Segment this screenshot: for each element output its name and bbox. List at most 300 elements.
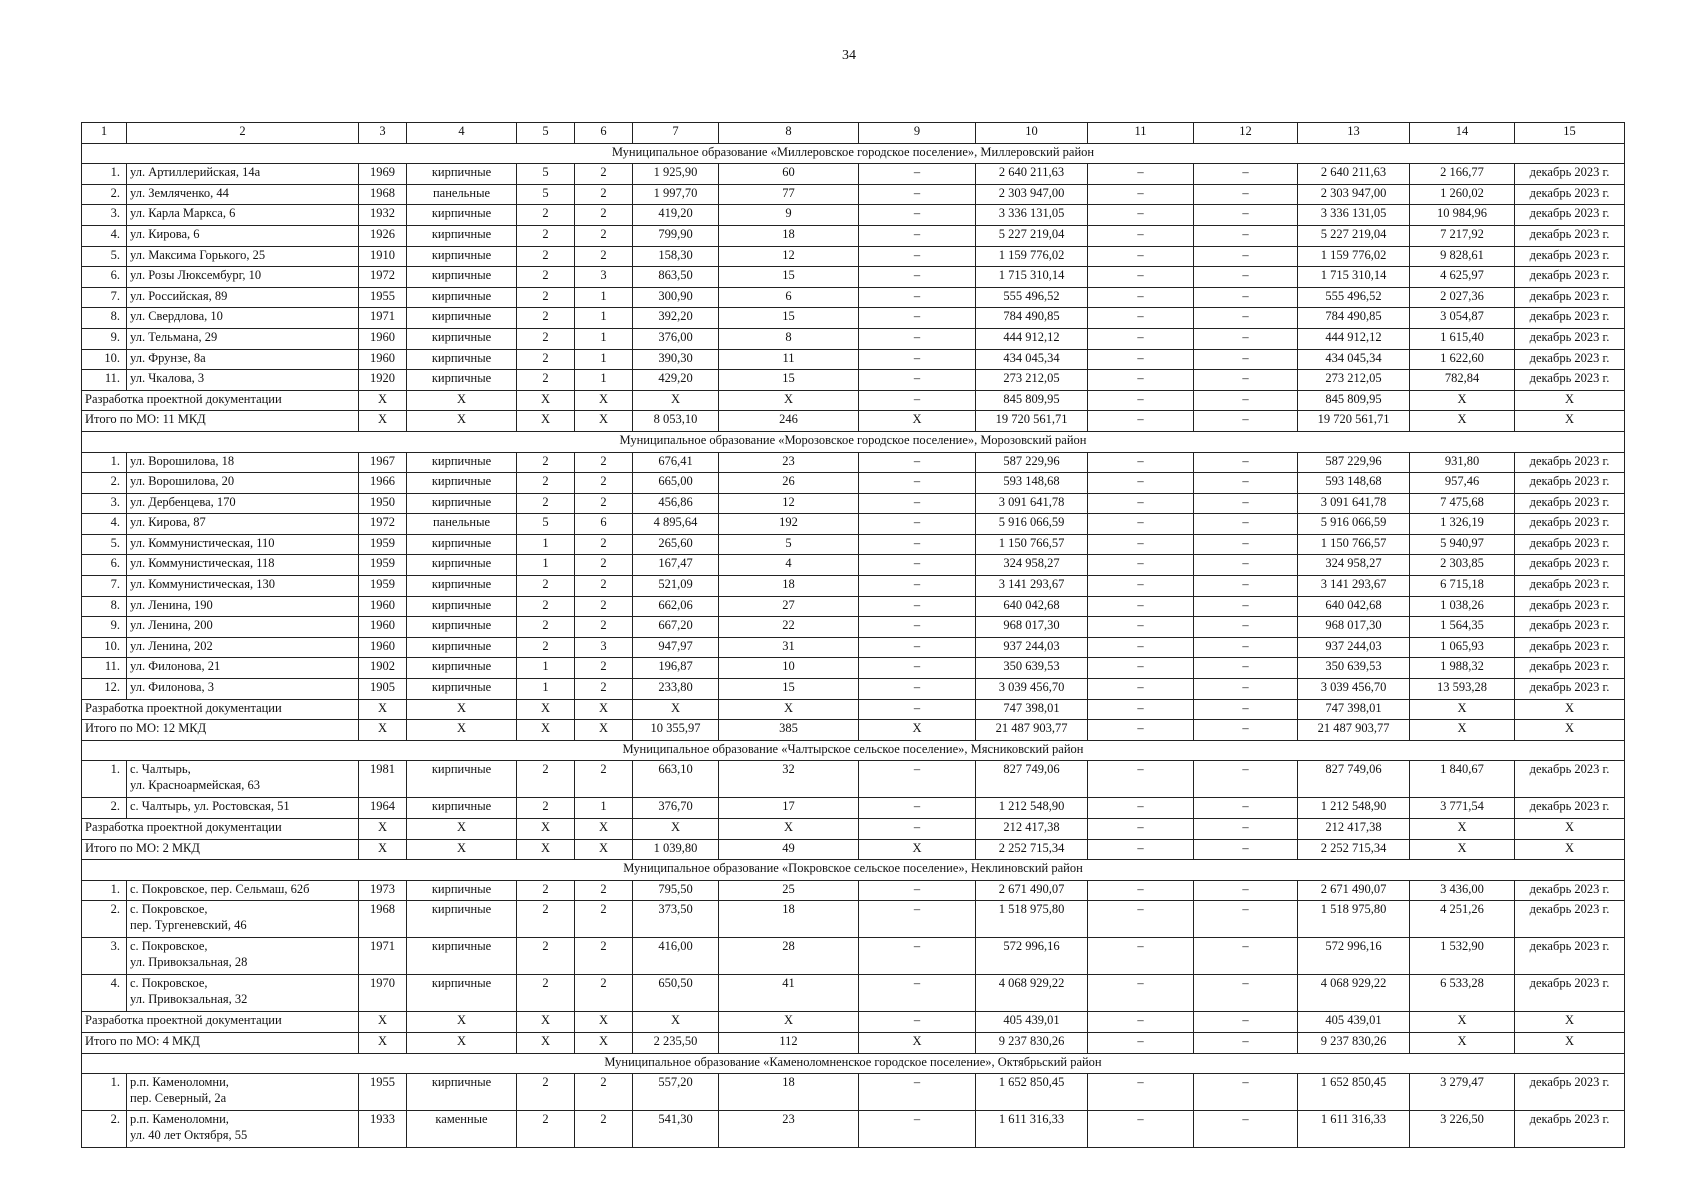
wall-material-cell: кирпичные: [407, 308, 517, 329]
table-row: [82, 493, 1625, 514]
address-line: ул. Фрунзе, 8а: [130, 350, 206, 365]
value-cell: –: [859, 679, 976, 700]
address-cell: [127, 184, 359, 205]
value-cell: 1 652 850,45: [976, 1074, 1088, 1111]
column-number-cell: 7: [633, 123, 719, 144]
value-cell: 845 809,95: [1298, 390, 1410, 411]
value-cell: –: [1088, 839, 1194, 860]
row-label-cell: Итого по МО: 11 МКД: [82, 411, 359, 432]
value-cell: –: [1088, 370, 1194, 391]
value-cell: 665,00: [633, 473, 719, 494]
wall-material-cell: кирпичные: [407, 617, 517, 638]
address-cell: [127, 938, 359, 975]
value-cell: 10 355,97: [633, 720, 719, 741]
value-cell: –: [1088, 1111, 1194, 1148]
address-line: ул. Российская, 89: [130, 288, 228, 303]
wall-material-cell: кирпичные: [407, 246, 517, 267]
address-line: р.п. Каменоломни,: [130, 1112, 229, 1127]
value-cell: Х: [517, 819, 575, 840]
value-cell: Х: [1410, 1012, 1515, 1033]
value-cell: 392,20: [633, 308, 719, 329]
value-cell: –: [1194, 184, 1298, 205]
value-cell: 17: [719, 798, 859, 819]
section-title-row: [82, 143, 1625, 164]
value-cell: –: [1194, 596, 1298, 617]
value-cell: –: [1088, 473, 1194, 494]
value-cell: –: [1194, 287, 1298, 308]
value-cell: 41: [719, 975, 859, 1012]
year-cell: 1970: [359, 975, 407, 1012]
value-cell: 265,60: [633, 534, 719, 555]
address-line: ул. Ленина, 200: [130, 618, 213, 633]
value-cell: 2: [575, 246, 633, 267]
value-cell: декабрь 2023 г.: [1515, 1111, 1625, 1148]
wall-material-cell: кирпичные: [407, 576, 517, 597]
value-cell: Х: [575, 411, 633, 432]
row-number-cell: 9.: [82, 617, 127, 638]
value-cell: 376,00: [633, 328, 719, 349]
table-row: [82, 534, 1625, 555]
value-cell: декабрь 2023 г.: [1515, 205, 1625, 226]
value-cell: –: [1088, 880, 1194, 901]
value-cell: 324 958,27: [976, 555, 1088, 576]
address-line: с. Покровское,: [130, 939, 208, 954]
value-cell: 1 615,40: [1410, 328, 1515, 349]
value-cell: 845 809,95: [976, 390, 1088, 411]
value-cell: 2: [517, 493, 575, 514]
value-cell: 2: [575, 534, 633, 555]
value-cell: 5 916 066,59: [1298, 514, 1410, 535]
value-cell: 1 038,26: [1410, 596, 1515, 617]
value-cell: –: [1088, 938, 1194, 975]
wall-material-cell: кирпичные: [407, 938, 517, 975]
table-row: [82, 308, 1625, 329]
value-cell: декабрь 2023 г.: [1515, 514, 1625, 535]
value-cell: –: [859, 184, 976, 205]
row-number-cell: 10.: [82, 637, 127, 658]
wall-material-cell: кирпичные: [407, 267, 517, 288]
row-label-cell: Разработка проектной документации: [82, 390, 359, 411]
year-cell: 1981: [359, 761, 407, 798]
value-cell: 1 260,02: [1410, 184, 1515, 205]
row-number-cell: 7.: [82, 287, 127, 308]
value-cell: Х: [575, 839, 633, 860]
value-cell: Х: [859, 1032, 976, 1053]
value-cell: –: [1194, 328, 1298, 349]
value-cell: 2: [575, 596, 633, 617]
value-cell: Х: [1410, 839, 1515, 860]
value-cell: 3 091 641,78: [976, 493, 1088, 514]
value-cell: 3 226,50: [1410, 1111, 1515, 1148]
wall-material-cell: кирпичные: [407, 287, 517, 308]
value-cell: 18: [719, 1074, 859, 1111]
value-cell: –: [1088, 184, 1194, 205]
row-number-cell: 1.: [82, 452, 127, 473]
address-cell: [127, 164, 359, 185]
value-cell: –: [859, 493, 976, 514]
value-cell: 2 235,50: [633, 1032, 719, 1053]
value-cell: –: [1194, 880, 1298, 901]
address-cell: [127, 473, 359, 494]
value-cell: –: [1194, 246, 1298, 267]
value-cell: 2: [575, 679, 633, 700]
address-line: ул. Кирова, 87: [130, 515, 206, 530]
value-cell: –: [1194, 839, 1298, 860]
value-cell: 31: [719, 637, 859, 658]
section-title: Муниципальное образование «Морозовское городское поселение», Морозовский район: [82, 431, 1625, 452]
value-cell: –: [859, 1111, 976, 1148]
value-cell: 4 895,64: [633, 514, 719, 535]
value-cell: 5: [517, 184, 575, 205]
value-cell: –: [859, 880, 976, 901]
value-cell: 2: [517, 328, 575, 349]
wall-material-cell: кирпичные: [407, 658, 517, 679]
year-cell: 1960: [359, 637, 407, 658]
value-cell: 2: [575, 1074, 633, 1111]
value-cell: 5 940,97: [1410, 534, 1515, 555]
value-cell: –: [1088, 164, 1194, 185]
row-number-cell: 2.: [82, 901, 127, 938]
value-cell: 2: [517, 349, 575, 370]
value-cell: 2: [575, 555, 633, 576]
value-cell: 350 639,53: [976, 658, 1088, 679]
column-number-row: [82, 123, 1625, 144]
address-line: ул. Привокзальная, 28: [130, 955, 248, 970]
value-cell: Х: [359, 390, 407, 411]
value-cell: 324 958,27: [1298, 555, 1410, 576]
value-cell: Х: [359, 720, 407, 741]
value-cell: декабрь 2023 г.: [1515, 596, 1625, 617]
address-cell: [127, 267, 359, 288]
value-cell: Х: [359, 699, 407, 720]
address-cell: [127, 679, 359, 700]
value-cell: 2 252 715,34: [976, 839, 1088, 860]
year-cell: 1920: [359, 370, 407, 391]
address-cell: [127, 658, 359, 679]
value-cell: 4: [719, 555, 859, 576]
value-cell: Х: [633, 390, 719, 411]
value-cell: 2: [517, 370, 575, 391]
value-cell: 373,50: [633, 901, 719, 938]
value-cell: Х: [719, 1012, 859, 1033]
value-cell: декабрь 2023 г.: [1515, 328, 1625, 349]
value-cell: –: [1088, 679, 1194, 700]
column-number-cell: 13: [1298, 123, 1410, 144]
address-line: с. Чалтырь, ул. Ростовская, 51: [130, 799, 290, 814]
value-cell: 444 912,12: [976, 328, 1088, 349]
value-cell: –: [1194, 720, 1298, 741]
row-number-cell: 6.: [82, 267, 127, 288]
row-label-cell: Разработка проектной документации: [82, 699, 359, 720]
value-cell: 784 490,85: [1298, 308, 1410, 329]
value-cell: 2: [575, 658, 633, 679]
value-cell: 7 475,68: [1410, 493, 1515, 514]
value-cell: –: [1194, 658, 1298, 679]
value-cell: 1 212 548,90: [976, 798, 1088, 819]
address-cell: [127, 287, 359, 308]
value-cell: –: [859, 473, 976, 494]
value-cell: 2: [517, 225, 575, 246]
table-row: [82, 164, 1625, 185]
column-number-cell: 12: [1194, 123, 1298, 144]
value-cell: –: [1088, 328, 1194, 349]
value-cell: 3 039 456,70: [1298, 679, 1410, 700]
year-cell: 1959: [359, 576, 407, 597]
value-cell: –: [859, 555, 976, 576]
column-number-cell: 6: [575, 123, 633, 144]
value-cell: 300,90: [633, 287, 719, 308]
value-cell: 4 068 929,22: [976, 975, 1088, 1012]
year-cell: 1966: [359, 473, 407, 494]
value-cell: –: [1088, 576, 1194, 597]
value-cell: 49: [719, 839, 859, 860]
value-cell: 1 159 776,02: [1298, 246, 1410, 267]
value-cell: 416,00: [633, 938, 719, 975]
value-cell: Х: [407, 819, 517, 840]
wall-material-cell: кирпичные: [407, 761, 517, 798]
value-cell: 593 148,68: [976, 473, 1088, 494]
value-cell: 2: [575, 938, 633, 975]
row-number-cell: 5.: [82, 246, 127, 267]
value-cell: –: [1194, 473, 1298, 494]
value-cell: 1: [517, 658, 575, 679]
value-cell: Х: [359, 819, 407, 840]
value-cell: 8: [719, 328, 859, 349]
address-line: ул. Земляченко, 44: [130, 185, 229, 200]
wall-material-cell: кирпичные: [407, 555, 517, 576]
value-cell: –: [1194, 411, 1298, 432]
value-cell: 1 652 850,45: [1298, 1074, 1410, 1111]
value-cell: 385: [719, 720, 859, 741]
value-cell: 196,87: [633, 658, 719, 679]
address-line: пер. Северный, 2а: [130, 1091, 227, 1106]
row-number-cell: 8.: [82, 596, 127, 617]
value-cell: 1 622,60: [1410, 349, 1515, 370]
value-cell: 23: [719, 452, 859, 473]
address-cell: [127, 1074, 359, 1111]
value-cell: 3: [575, 267, 633, 288]
section-title: Муниципальное образование «Чалтырское сельское поселение», Мясниковский район: [82, 740, 1625, 761]
value-cell: 429,20: [633, 370, 719, 391]
year-cell: 1971: [359, 308, 407, 329]
column-number-cell: 15: [1515, 123, 1625, 144]
year-cell: 1905: [359, 679, 407, 700]
value-cell: 4 251,26: [1410, 901, 1515, 938]
value-cell: Х: [575, 390, 633, 411]
value-cell: Х: [1410, 411, 1515, 432]
value-cell: 2: [575, 1111, 633, 1148]
value-cell: Х: [859, 839, 976, 860]
value-cell: 2: [575, 975, 633, 1012]
value-cell: 246: [719, 411, 859, 432]
value-cell: 1: [575, 349, 633, 370]
value-cell: 6 715,18: [1410, 576, 1515, 597]
table-row: [82, 246, 1625, 267]
value-cell: 795,50: [633, 880, 719, 901]
value-cell: 2: [575, 493, 633, 514]
value-cell: 640 042,68: [976, 596, 1088, 617]
year-cell: 1960: [359, 349, 407, 370]
table-row: [82, 1111, 1625, 1148]
row-number-cell: 2.: [82, 184, 127, 205]
value-cell: –: [1088, 534, 1194, 555]
value-cell: –: [1194, 390, 1298, 411]
value-cell: декабрь 2023 г.: [1515, 1074, 1625, 1111]
value-cell: декабрь 2023 г.: [1515, 473, 1625, 494]
value-cell: –: [1088, 658, 1194, 679]
design-docs-row: [82, 390, 1625, 411]
value-cell: –: [859, 637, 976, 658]
value-cell: 640 042,68: [1298, 596, 1410, 617]
value-cell: 2: [517, 1074, 575, 1111]
value-cell: –: [1088, 637, 1194, 658]
value-cell: –: [1194, 699, 1298, 720]
value-cell: –: [859, 267, 976, 288]
value-cell: 2: [517, 287, 575, 308]
year-cell: 1955: [359, 287, 407, 308]
value-cell: 676,41: [633, 452, 719, 473]
value-cell: 2: [517, 761, 575, 798]
address-line: ул. Розы Люксембург, 10: [130, 268, 262, 283]
design-docs-row: [82, 819, 1625, 840]
value-cell: –: [859, 576, 976, 597]
value-cell: 3 141 293,67: [976, 576, 1088, 597]
value-cell: –: [1194, 617, 1298, 638]
value-cell: 2: [517, 205, 575, 226]
value-cell: 9: [719, 205, 859, 226]
value-cell: –: [1088, 514, 1194, 535]
page-number: 34: [842, 48, 856, 63]
table-row: [82, 555, 1625, 576]
address-line: с. Чалтырь,: [130, 762, 191, 777]
value-cell: Х: [1410, 720, 1515, 741]
wall-material-cell: кирпичные: [407, 798, 517, 819]
wall-material-cell: кирпичные: [407, 328, 517, 349]
table-row: [82, 452, 1625, 473]
row-number-cell: 3.: [82, 938, 127, 975]
value-cell: –: [1088, 493, 1194, 514]
value-cell: 1 988,32: [1410, 658, 1515, 679]
value-cell: 650,50: [633, 975, 719, 1012]
value-cell: декабрь 2023 г.: [1515, 658, 1625, 679]
value-cell: декабрь 2023 г.: [1515, 452, 1625, 473]
value-cell: 1 212 548,90: [1298, 798, 1410, 819]
address-line: с. Покровское,: [130, 902, 208, 917]
address-line: ул. Коммунистическая, 118: [130, 556, 275, 571]
wall-material-cell: кирпичные: [407, 679, 517, 700]
value-cell: Х: [633, 699, 719, 720]
year-cell: 1926: [359, 225, 407, 246]
value-cell: 12: [719, 493, 859, 514]
table-row: [82, 975, 1625, 1012]
value-cell: Х: [1410, 390, 1515, 411]
value-cell: 2: [575, 225, 633, 246]
value-cell: 1 150 766,57: [1298, 534, 1410, 555]
table-row: [82, 637, 1625, 658]
value-cell: –: [1194, 514, 1298, 535]
value-cell: –: [859, 819, 976, 840]
year-cell: 1960: [359, 328, 407, 349]
row-number-cell: 11.: [82, 658, 127, 679]
year-cell: 1969: [359, 164, 407, 185]
value-cell: декабрь 2023 г.: [1515, 576, 1625, 597]
row-number-cell: 12.: [82, 679, 127, 700]
wall-material-cell: панельные: [407, 184, 517, 205]
value-cell: Х: [517, 1012, 575, 1033]
address-line: ул. Ворошилова, 18: [130, 453, 235, 468]
row-number-cell: 11.: [82, 370, 127, 391]
wall-material-cell: кирпичные: [407, 349, 517, 370]
value-cell: 15: [719, 679, 859, 700]
value-cell: 3 336 131,05: [1298, 205, 1410, 226]
value-cell: 593 148,68: [1298, 473, 1410, 494]
value-cell: 2: [517, 576, 575, 597]
value-cell: 2 671 490,07: [976, 880, 1088, 901]
value-cell: –: [1194, 1111, 1298, 1148]
table-row: [82, 287, 1625, 308]
year-cell: 1950: [359, 493, 407, 514]
value-cell: –: [1194, 576, 1298, 597]
value-cell: –: [1194, 493, 1298, 514]
value-cell: 1: [575, 287, 633, 308]
row-number-cell: 4.: [82, 514, 127, 535]
row-label-cell: Итого по МО: 4 МКД: [82, 1032, 359, 1053]
value-cell: –: [1088, 901, 1194, 938]
value-cell: 1: [575, 798, 633, 819]
value-cell: –: [859, 349, 976, 370]
value-cell: декабрь 2023 г.: [1515, 493, 1625, 514]
value-cell: –: [1088, 225, 1194, 246]
value-cell: 2: [517, 901, 575, 938]
value-cell: 827 749,06: [976, 761, 1088, 798]
value-cell: 587 229,96: [1298, 452, 1410, 473]
value-cell: 1 039,80: [633, 839, 719, 860]
address-cell: [127, 880, 359, 901]
value-cell: 5: [517, 164, 575, 185]
value-cell: 2: [517, 246, 575, 267]
value-cell: декабрь 2023 г.: [1515, 534, 1625, 555]
year-cell: 1959: [359, 534, 407, 555]
value-cell: 32: [719, 761, 859, 798]
value-cell: декабрь 2023 г.: [1515, 184, 1625, 205]
value-cell: Х: [719, 390, 859, 411]
row-number-cell: 7.: [82, 576, 127, 597]
address-cell: [127, 328, 359, 349]
value-cell: Х: [359, 411, 407, 432]
value-cell: 28: [719, 938, 859, 975]
year-cell: 1960: [359, 617, 407, 638]
value-cell: 1: [575, 328, 633, 349]
table-row: [82, 184, 1625, 205]
value-cell: 25: [719, 880, 859, 901]
value-cell: 2 166,77: [1410, 164, 1515, 185]
table-row: [82, 679, 1625, 700]
value-cell: 1: [517, 679, 575, 700]
column-number-cell: 14: [1410, 123, 1515, 144]
address-line: пер. Тургеневский, 46: [130, 918, 247, 933]
row-number-cell: 9.: [82, 328, 127, 349]
value-cell: 2: [575, 452, 633, 473]
table-row: [82, 658, 1625, 679]
value-cell: Х: [1515, 1032, 1625, 1053]
value-cell: 863,50: [633, 267, 719, 288]
section-total-row: [82, 411, 1625, 432]
value-cell: 1 840,67: [1410, 761, 1515, 798]
value-cell: декабрь 2023 г.: [1515, 349, 1625, 370]
value-cell: –: [1194, 205, 1298, 226]
section-total-row: [82, 1032, 1625, 1053]
value-cell: декабрь 2023 г.: [1515, 267, 1625, 288]
